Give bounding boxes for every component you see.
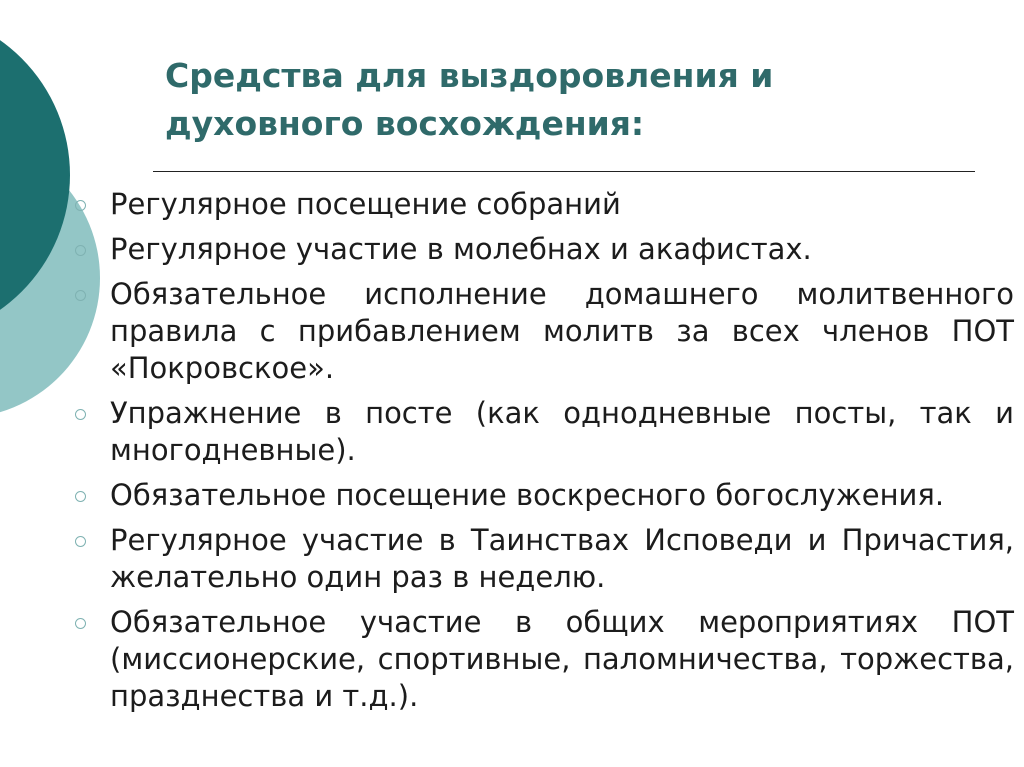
bullet-circle-icon bbox=[75, 491, 86, 502]
bullet-item-home-prayer-rule bbox=[72, 276, 1014, 387]
bullet-list bbox=[72, 186, 1014, 723]
bullet-circle-icon bbox=[75, 200, 86, 211]
bullet-text: Регулярное посещение собраний bbox=[110, 187, 621, 221]
bullet-text: Обязательное исполнение домашнего молитвенного правила с прибавлением молитв за всех членов ПОТ «Покровское». bbox=[110, 277, 1014, 385]
bullet-item-fasting bbox=[72, 395, 1014, 469]
bullet-item-sacraments bbox=[72, 522, 1014, 596]
slide-title bbox=[165, 52, 965, 148]
bullet-item-meetings bbox=[72, 186, 1014, 223]
bullet-circle-icon bbox=[75, 536, 86, 547]
bullet-item-prayers bbox=[72, 231, 1014, 268]
bullet-text: Регулярное участие в Таинствах Исповеди и Причастия, желательно один раз в неделю. bbox=[110, 523, 1014, 594]
slide-title-line-1: Средства для выздоровления и bbox=[165, 56, 774, 95]
slide-title-line-2: духовного восхождения: bbox=[165, 104, 645, 143]
bullet-item-events bbox=[72, 604, 1014, 715]
bullet-text: Регулярное участие в молебнах и акафистах. bbox=[110, 232, 812, 266]
bullet-circle-icon bbox=[75, 618, 86, 629]
bullet-text: Обязательное посещение воскресного богослужения. bbox=[110, 478, 945, 512]
title-divider bbox=[153, 171, 975, 172]
bullet-item-sunday-service bbox=[72, 477, 1014, 514]
bullet-text: Обязательное участие в общих мероприятиях ПОТ (миссионерские, спортивные, паломничества, торжества, празднества и т.д.). bbox=[110, 605, 1014, 713]
bullet-circle-icon bbox=[75, 290, 86, 301]
bullet-circle-icon bbox=[75, 409, 86, 420]
bullet-text: Упражнение в посте (как однодневные посты, так и многодневные). bbox=[110, 396, 1014, 467]
bullet-circle-icon bbox=[75, 245, 86, 256]
